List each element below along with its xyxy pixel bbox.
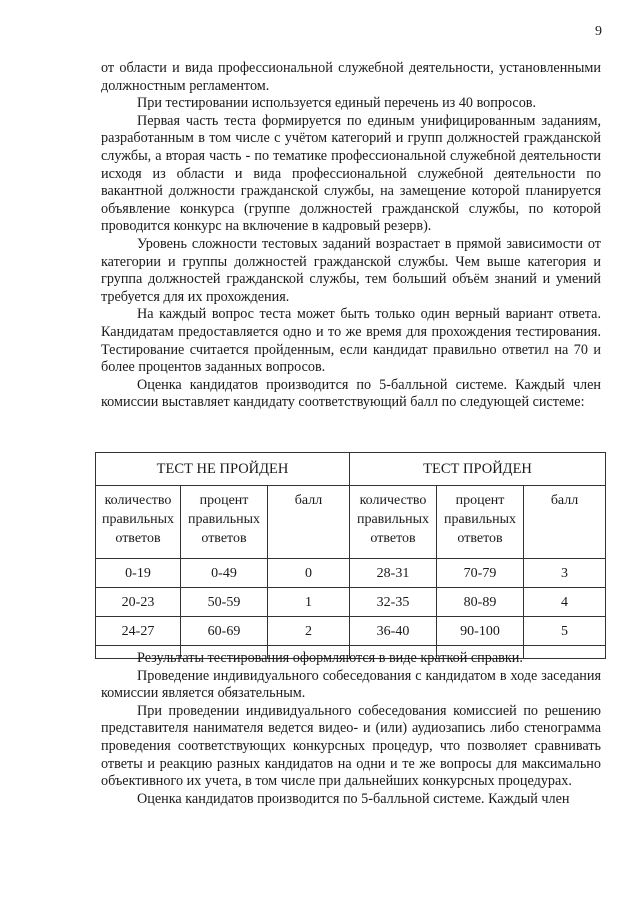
col-header-score: балл	[268, 486, 350, 559]
paragraph-question-count: При тестировании используется единый перечень из 40 вопросов.	[137, 95, 537, 112]
col-header-score: балл	[524, 486, 606, 559]
paragraph-scoring-continued: Оценка кандидатов производится по 5-балльной системе. Каждый член	[137, 790, 570, 807]
paragraph-continuation: от области и вида профессиональной служебной деятельности, установленными должностным регламентом.	[101, 60, 601, 94]
col-header-percent: процент правильных ответов	[181, 486, 268, 559]
text-block-top	[101, 60, 601, 412]
text-block-bottom	[101, 650, 601, 808]
paragraph-pass-criteria: На каждый вопрос теста может быть только один верный вариант ответа. Кандидатам предоставляется одно и то же время для прохождения тестирования. Тестирование считается пройденным, если кандидат правильно ответил на 70 и более процентов заданных вопросов.	[101, 306, 601, 376]
cell-failed-percent: 0-49	[181, 559, 268, 588]
table-row	[96, 559, 606, 588]
header-test-passed: ТЕСТ ПРОЙДЕН	[350, 453, 606, 486]
scoring-table	[95, 452, 606, 659]
cell-passed-percent: 90-100	[437, 617, 524, 646]
paragraph-difficulty: Уровень сложности тестовых заданий возрастает в прямой зависимости от категории и группы должностей гражданской службы. Чем выше категория и группа должностей гражданской службы, тем больший объём знаний и умений требуется для их прохождения.	[101, 235, 601, 305]
col-header-count: количество правильных ответов	[350, 486, 437, 559]
cell-passed-score: 4	[524, 588, 606, 617]
cell-failed-count: 24-27	[96, 617, 181, 646]
cell-passed-score: 5	[524, 617, 606, 646]
cell-failed-percent: 60-69	[181, 617, 268, 646]
paragraph-interview: Проведение индивидуального собеседования с кандидатом в ходе заседания комиссии является обязательным.	[101, 667, 601, 702]
paragraph-test-parts: Первая часть теста формируется по единым унифицированным заданиям, разработанным в том числе с учётом категорий и групп должностей гражданской службы, а вторая часть - по тематике профессиональной служебной деятельности исходя из области и вида профессиональной служебной деятельности по вакантной должности гражданской службы, на замещение которой планируется объявление конкурса (группе должностей гражданской службы, по которой проводится конкурс на включение в кадровый резерв).	[101, 112, 601, 235]
page-number: 9	[595, 24, 602, 39]
cell-failed-count: 20-23	[96, 588, 181, 617]
paragraph-scoring-intro: Оценка кандидатов производится по 5-балльной системе. Каждый член комиссии выставляет кандидату соответствующий балл по следующей системе:	[101, 376, 601, 411]
cell-failed-count: 0-19	[96, 559, 181, 588]
cell-failed-score: 1	[268, 588, 350, 617]
table-row	[96, 588, 606, 617]
header-test-failed: ТЕСТ НЕ ПРОЙДЕН	[96, 453, 350, 486]
cell-passed-percent: 70-79	[437, 559, 524, 588]
cell-passed-count: 36-40	[350, 617, 437, 646]
cell-passed-count: 28-31	[350, 559, 437, 588]
cell-passed-count: 32-35	[350, 588, 437, 617]
cell-failed-score: 2	[268, 617, 350, 646]
cell-passed-percent: 80-89	[437, 588, 524, 617]
cell-failed-score: 0	[268, 559, 350, 588]
col-header-percent: процент правильных ответов	[437, 486, 524, 559]
paragraph-recording: При проведении индивидуального собеседования комиссией по решению представителя нанимателя ведется видео- и (или) аудиозапись либо стенограмма проведения соответствующих конкурсных процедур, что позволяет сравнивать ответы и реакцию разных кандидатов на одни и те же вопросы для максимально объективного их учета, в том числе при дальнейших конкурсных процедурах.	[101, 702, 601, 790]
paragraph-results-summary: Результаты тестирования оформляются в виде краткой справки.	[137, 650, 523, 666]
cell-failed-percent: 50-59	[181, 588, 268, 617]
cell-passed-score: 3	[524, 559, 606, 588]
table-row	[96, 617, 606, 646]
col-header-count: количество правильных ответов	[96, 486, 181, 559]
